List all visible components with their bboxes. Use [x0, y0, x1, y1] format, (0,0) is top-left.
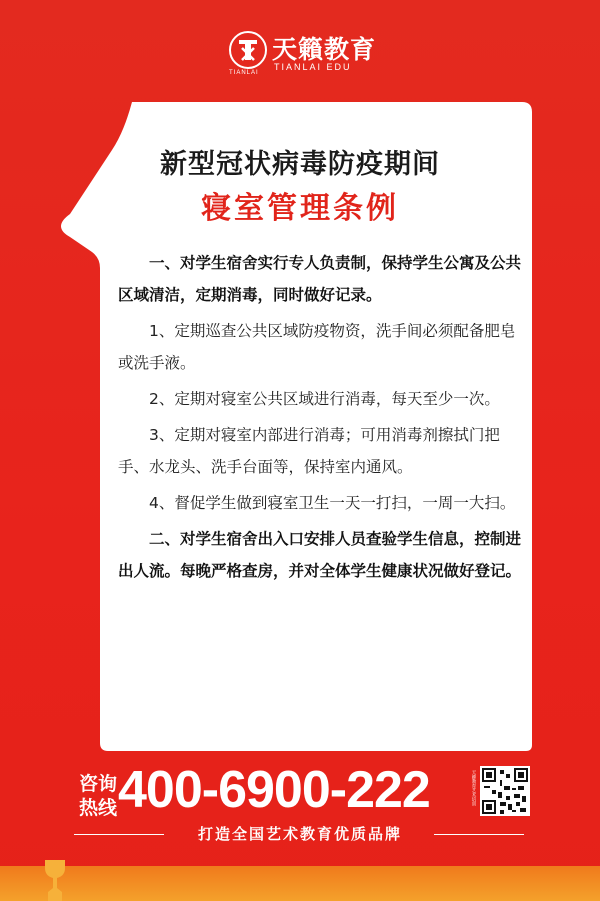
- slogan-divider-right: [434, 834, 524, 835]
- brand-name: 天籟教育: [272, 35, 377, 64]
- page-title: 新型冠状病毒防疫期间: [160, 149, 440, 180]
- qr-caption: 天籁教育艺术培训: [471, 770, 476, 806]
- hotline-label: [79, 772, 117, 820]
- hotline-number[interactable]: 400-6900-222: [118, 761, 430, 819]
- rule-item-2: 2、定期对寝室公共区域进行消毒，每天至少一次。: [149, 390, 500, 408]
- rule-item-3: 3、定期对寝室内部进行消毒；可用消毒剂擦拭门把手、水龙头、洗手台面等，保持室内通风。: [118, 426, 500, 476]
- rule-section-1: 一、对学生宿舍实行专人负责制，保持学生公寓及公共区域清洁，定期消毒，同时做好记录。: [118, 254, 522, 304]
- rule-section-2: 二、对学生宿舍出入口安排人员查验学生信息，控制进出人流。每晚严格查房，并对全体学生健康状况做好登记。: [118, 530, 522, 580]
- qr-code-icon[interactable]: [480, 766, 530, 816]
- slogan: 打造全国艺术教育优质品牌: [197, 825, 402, 843]
- trophy-decoration-icon: [40, 860, 70, 901]
- rule-item-4: 4、督促学生做到寝室卫生一天一打扫，一周一大扫。: [149, 494, 516, 512]
- hotline-label-line2: 热线: [79, 797, 118, 819]
- rule-item-1: 1、定期巡查公共区域防疫物资，洗手间必须配备肥皂或洗手液。: [118, 322, 516, 372]
- rules-list: [118, 247, 528, 591]
- hotline-label-line1: 咨询: [79, 773, 118, 795]
- bottom-band: [0, 866, 600, 901]
- brand-emblem-text: TIANLAI: [229, 70, 259, 76]
- page-subtitle: 寝室管理条例: [201, 191, 399, 226]
- brand-pinyin: TIANLAI EDU: [274, 62, 352, 72]
